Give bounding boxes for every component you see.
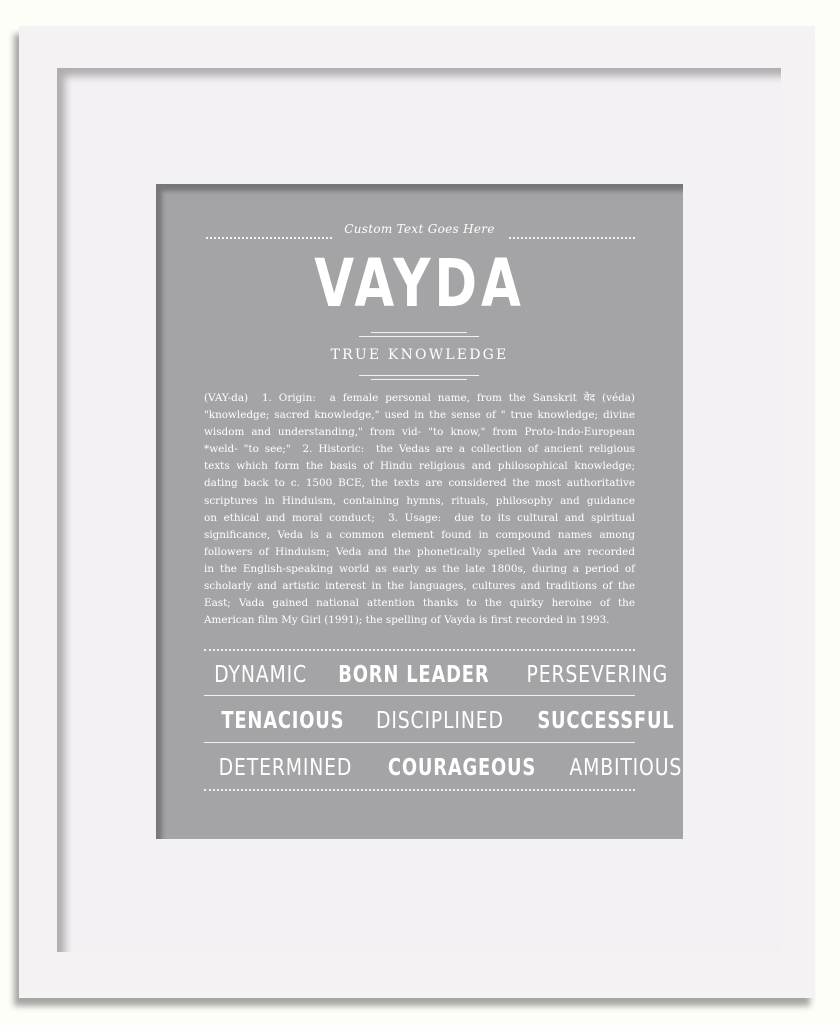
- definition-line: "knowledge; sacred knowledge," used in the sense of " true knowledge; divine: [204, 409, 635, 422]
- definition-line: *weld- "to see;" 2. Historic: the Vedas are a collection of ancient religious: [204, 443, 635, 456]
- header-dotted-rule-right: [509, 237, 635, 239]
- name-meaning: TRUE KNOWLEDGE: [330, 347, 509, 363]
- trait-word: BORN LEADER: [338, 662, 490, 688]
- trait-word: DYNAMIC: [214, 662, 307, 688]
- definition-line: scriptures in Hinduism, containing hymns, rituals, philosophy and guidance: [204, 494, 635, 507]
- trait-word: AMBITIOUS: [569, 755, 683, 781]
- definition-line: texts which form the basis of Hindu religious and philosophical knowledge;: [204, 460, 635, 473]
- trait-word: DISCIPLINED: [375, 708, 504, 734]
- trait-word: SUCCESSFUL: [536, 708, 675, 734]
- traits-divider-1: [204, 695, 635, 696]
- definition-line: in the English-speaking world as early as the late 1800s, during a period of: [204, 562, 635, 575]
- traits-dotted-rule-top: [204, 649, 635, 651]
- traits-row-1: [204, 658, 668, 692]
- meaning-underline-2: [371, 379, 467, 380]
- definition-line: followers of Hinduism; Veda and the phonetically spelled Vada are recorded: [204, 545, 635, 558]
- traits-dotted-rule-bottom: [204, 789, 635, 791]
- definition-line: significance, Veda is a common element found in compound names among: [204, 528, 635, 541]
- definition-line: wisdom and understanding," from vid- "to know," from Proto-Indo-European: [204, 426, 635, 439]
- traits-divider-2: [204, 742, 635, 743]
- name-print: [156, 184, 683, 839]
- name-definition: [204, 390, 635, 629]
- name-title: VAYDA: [314, 245, 525, 322]
- header-dotted-rule-left: [206, 237, 332, 239]
- definition-line: American film My Girl (1991); the spelling of Vayda is first recorded in 1993.: [204, 614, 610, 627]
- trait-word: COURAGEOUS: [387, 755, 537, 781]
- definition-line: dating back to c. 1500 BCE, the texts are considered the most authoritative: [204, 477, 635, 490]
- definition-line: East; Vada gained national attention thanks to the quirky heroine of the: [204, 597, 635, 610]
- name-underline-2: [359, 336, 479, 337]
- trait-word: PERSEVERING: [526, 662, 668, 688]
- trait-word: DETERMINED: [218, 755, 353, 781]
- name-underline-1: [371, 332, 467, 333]
- definition-line: scholarly and artistic interest in the languages, cultures and traditions of the: [204, 580, 635, 593]
- trait-word: TENACIOUS: [221, 708, 345, 734]
- definition-line: on ethical and moral conduct; 3. Usage: due to its cultural and spiritual: [204, 511, 635, 524]
- meaning-underline-1: [359, 375, 479, 376]
- custom-text: Custom Text Goes Here: [344, 222, 495, 236]
- traits-row-3: [204, 751, 683, 785]
- definition-line: (VAY-da) 1. Origin: a female personal name, from the Sanskrit वेद (véda): [204, 392, 635, 404]
- traits-row-2: [204, 704, 675, 738]
